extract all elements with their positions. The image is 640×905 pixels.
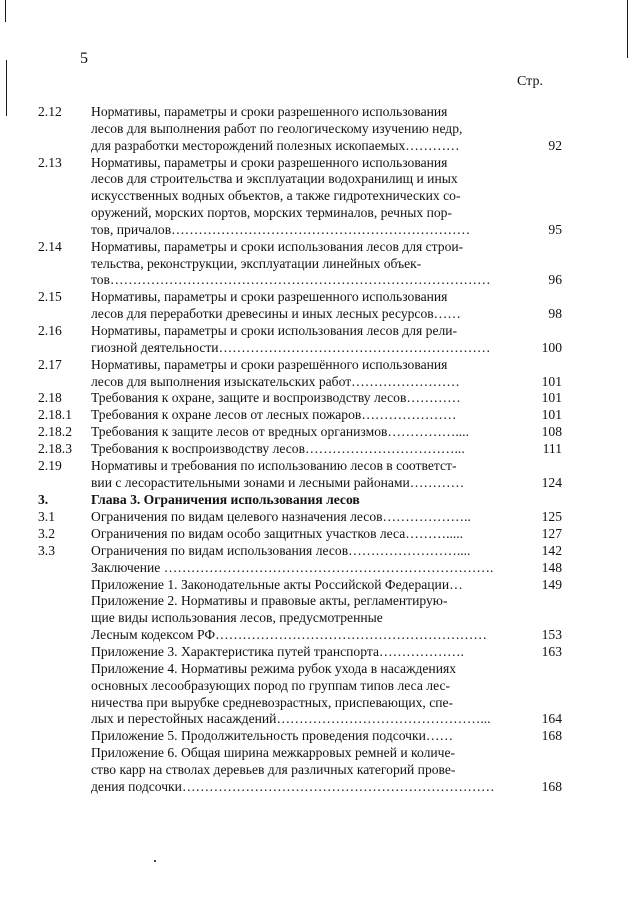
toc-entry-number: 3.3	[38, 542, 55, 558]
toc-entry-title-line: ничества при вырубке средневозрастных, приспевающих, спе-	[91, 694, 454, 710]
toc-entry-number: 2.18.3	[38, 440, 72, 456]
scan-dust-mark	[154, 860, 156, 862]
toc-entry-page-number: 98	[548, 306, 562, 322]
toc-entry-title-line: Нормативы и требования по использованию лесов в соответст-	[91, 457, 457, 473]
toc-entry	[38, 509, 562, 526]
toc-entry-number: 2.16	[38, 322, 62, 338]
toc-entry	[38, 155, 562, 239]
toc-entry-title-line: Приложение 6. Общая ширина межкарровых ремней и количе-	[91, 745, 456, 761]
toc-entry-page-number: 164	[541, 711, 562, 727]
toc-entry-title-line: щие виды использования лесов, предусмотренные	[91, 610, 383, 626]
toc-entry	[38, 458, 562, 492]
toc-entry-title	[91, 509, 522, 526]
toc-entry-title-line: Ограничения по видам использования лесов……………………....	[91, 542, 471, 558]
toc-entry-title-line: вии с лесорастительными зонами и лесными районами…………	[91, 474, 465, 490]
toc-entry-page-number: 142	[541, 542, 562, 558]
toc-entry-title	[91, 577, 522, 594]
toc-entry-title-line: ство карр на стволах деревьев для различных категорий прове-	[91, 761, 456, 777]
toc-entry-page-number: 101	[541, 407, 562, 423]
toc-entry-title	[91, 407, 522, 424]
toc-entry	[38, 323, 562, 357]
toc-entry-title	[91, 644, 522, 661]
toc-entry-title-line: Глава 3. Ограничения использования лесов	[91, 492, 360, 508]
toc-entry-number: 2.12	[38, 104, 62, 119]
toc-entry-title	[91, 728, 522, 745]
toc-entry-title-line: Нормативы, параметры и сроки разрешенного использования	[91, 289, 448, 305]
toc-entry-number: 3.2	[38, 526, 55, 542]
toc-entry-number	[38, 728, 91, 745]
page-number: 5	[80, 50, 88, 67]
scan-edge-mark-right	[627, 0, 628, 58]
toc-entry-title	[91, 560, 522, 577]
toc-entry	[38, 407, 562, 424]
toc-entry-number: 2.15	[38, 289, 62, 305]
toc-entry-title-line: дения подсочки……………………………………………………………	[91, 778, 495, 794]
toc-entry	[38, 661, 562, 728]
toc-entry-title-line: лесов для выполнения изыскательских работ……………………	[91, 373, 460, 389]
toc-entry	[38, 728, 562, 745]
toc-entry	[38, 577, 562, 594]
toc-entry-page-number: 101	[541, 373, 562, 389]
toc-entry-page-number: 108	[541, 424, 562, 440]
toc-entry-title-line: Приложение 1. Законодательные акты Российской Федерации…	[91, 576, 463, 592]
toc-entry-page-number: 95	[548, 221, 562, 237]
toc-entry-number	[38, 745, 91, 796]
toc-entry-page-number: 101	[541, 390, 562, 406]
toc-entry-title	[91, 424, 522, 441]
toc-entry-page-number: 92	[548, 137, 562, 153]
toc-entry-page-number: 111	[542, 440, 562, 456]
toc-entry-title-line: Приложение 4. Нормативы режима рубок ухода в насаждениях	[91, 660, 457, 676]
toc-entry-title	[91, 390, 522, 407]
toc-entry-title-line: Нормативы, параметры и сроки использования лесов для рели-	[91, 322, 458, 338]
toc-entry-number	[38, 577, 91, 594]
toc-entry	[38, 526, 562, 543]
toc-entry-title	[91, 155, 522, 239]
toc-entry-title-line: лесов для выполнения работ по геологическому изучению недр,	[91, 120, 463, 136]
toc-entry-number: 3.	[38, 492, 49, 508]
toc-entry-page-number: 148	[541, 559, 562, 575]
toc-chapter-heading	[38, 492, 562, 509]
toc-entry-title	[91, 441, 522, 458]
toc-entry-page-number: 124	[541, 474, 562, 490]
toc-entry-title	[91, 458, 522, 492]
toc-entry-page-number: 127	[541, 526, 562, 542]
toc-entry	[38, 424, 562, 441]
toc-entry-title-line: Приложение 3. Характеристика путей транспорта……………….	[91, 644, 464, 659]
toc-entry-title-line: для разработки месторождений полезных ископаемых…………	[91, 137, 460, 153]
toc-entry-title-line: Лесным кодексом РФ……………………………………………………	[91, 627, 487, 643]
toc-entry	[38, 644, 562, 661]
toc-entry-title-line: гиозной деятельности……………………………………………………	[91, 339, 491, 355]
page-column-header: Стр.	[517, 74, 543, 89]
toc-entry-number: 2.19	[38, 457, 62, 473]
toc-entry	[38, 289, 562, 323]
toc-entry	[38, 543, 562, 560]
toc-entry-number: 3.1	[38, 509, 55, 525]
scan-edge-mark-top	[5, 0, 6, 22]
toc-entry-title-line: Заключение ……………………………………………………………….	[91, 559, 494, 575]
toc-entry-title-line: Нормативы, параметры и сроки разрешенного использования	[91, 104, 448, 119]
toc-entry-title-line: Нормативы, параметры и сроки использования лесов для строи-	[91, 238, 464, 254]
toc-entry-number: 2.17	[38, 356, 62, 372]
toc-entry-number: 2.18	[38, 390, 62, 406]
toc-entry-number: 2.13	[38, 154, 62, 170]
toc-entry-number	[38, 661, 91, 728]
toc-entry-number	[38, 644, 91, 661]
toc-entry-page-number: 163	[541, 644, 562, 659]
toc-entry-title	[91, 239, 522, 290]
toc-entry-title	[91, 543, 522, 560]
toc-entry-title-line: Нормативы, параметры и сроки разрешенного использования	[91, 154, 448, 170]
toc-entry-title-line: лесов для строительства и эксплуатации водохранилищ и иных	[91, 171, 458, 187]
toc-entry-page-number: 96	[548, 272, 562, 288]
toc-entry-title-line: Приложение 2. Нормативы и правовые акты, регламентирую-	[91, 593, 448, 609]
toc-entry	[38, 441, 562, 458]
toc-entry-title	[91, 289, 522, 323]
toc-entry-page-number: 168	[541, 728, 562, 744]
scan-edge-mark-left	[6, 60, 7, 116]
toc-entry-title	[91, 745, 522, 796]
toc-entry-title-line: искусственных водных объектов, а также гидротехнических со-	[91, 188, 461, 204]
toc-entry-page-number: 125	[541, 509, 562, 525]
toc-entry	[38, 560, 562, 577]
toc-entry	[38, 745, 562, 796]
toc-entry-title	[91, 357, 522, 391]
toc-entry-title	[91, 323, 522, 357]
toc-entry	[38, 104, 562, 155]
toc-entry-title-line: основных лесообразующих пород по группам типов леса лес-	[91, 677, 451, 693]
toc-entry-title-line: Требования к охране лесов от лесных пожаров…………………	[91, 407, 457, 423]
toc-entry-title-line: Ограничения по видам целевого назначения лесов………………..	[91, 509, 471, 525]
toc-entry-title	[91, 492, 522, 509]
toc-entry-number: 2.18.1	[38, 407, 72, 423]
toc-entry-title-line: Приложение 5. Продолжительность проведения подсочки……	[91, 728, 454, 744]
toc-entry-number	[38, 560, 91, 577]
toc-entry-title-line: тов, причалов…………………………………………………………	[91, 221, 471, 237]
toc-entry	[38, 390, 562, 407]
toc-entry	[38, 357, 562, 391]
toc-entry-title	[91, 661, 522, 728]
toc-entry-title	[91, 104, 522, 155]
toc-entry-title-line: лесов для переработки древесины и иных лесных ресурсов……	[91, 306, 461, 322]
toc-entry-number: 2.14	[38, 238, 62, 254]
toc-entry	[38, 239, 562, 290]
toc-entry-page-number: 168	[541, 778, 562, 794]
toc-entry-title-line: тов…………………………………………………………………………	[91, 272, 491, 288]
toc-entry-title	[91, 526, 522, 543]
toc-entry-title-line: оружений, морских портов, морских терминалов, речных пор-	[91, 205, 452, 221]
toc-entry-page-number: 149	[541, 576, 562, 592]
toc-entry-title-line: Ограничения по видам особо защитных участков леса……….....	[91, 526, 464, 542]
toc-entry-title-line: Требования к воспроизводству лесов……………………………...	[91, 440, 465, 456]
toc-entry-title-line: лых и перестойных насаждений………………………………………...	[91, 711, 491, 727]
toc-entry	[38, 593, 562, 644]
toc-entry-number: 2.18.2	[38, 424, 72, 440]
toc-entry-title-line: тельства, реконструкции, эксплуатации линейных объек-	[91, 255, 422, 271]
toc-entry-title-line: Требования к защите лесов от вредных организмов……………....	[91, 424, 469, 440]
toc-entry-title-line: Требования к охране, защите и воспроизводству лесов…………	[91, 390, 461, 406]
toc-entry-title-line: Нормативы, параметры и сроки разрешённого использования	[91, 356, 448, 372]
toc-entry-page-number: 153	[541, 627, 562, 643]
toc-entry-title	[91, 593, 522, 644]
table-of-contents	[38, 104, 562, 796]
toc-entry-page-number: 100	[541, 339, 562, 355]
toc-entry-number	[38, 593, 91, 644]
